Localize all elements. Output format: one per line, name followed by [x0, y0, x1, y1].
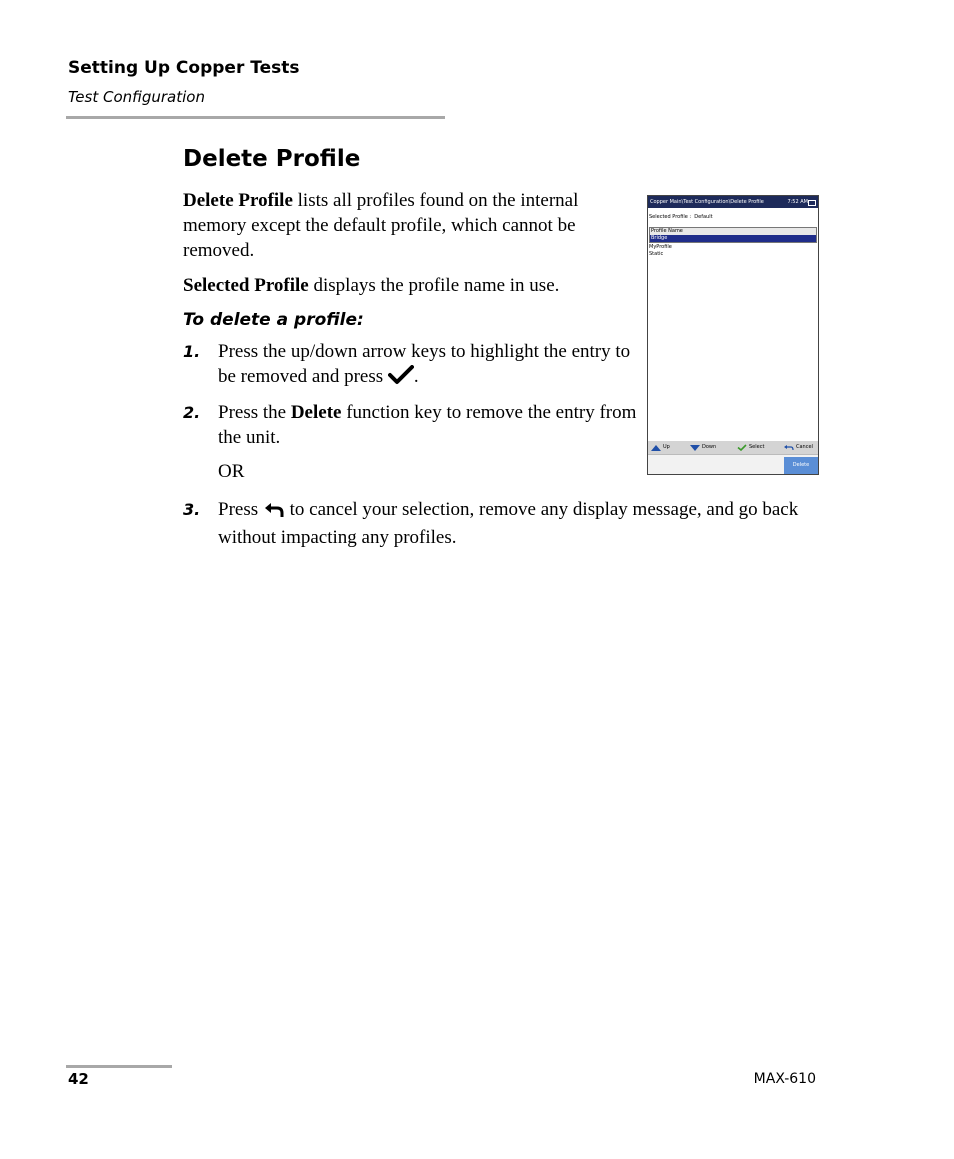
profile-table — [649, 227, 817, 243]
chapter-title: Setting Up Copper Tests — [68, 58, 300, 78]
page-number: 42 — [68, 1070, 89, 1088]
product-name: MAX-610 — [753, 1071, 816, 1087]
fkey-label: Down — [702, 444, 717, 450]
delete-button[interactable]: Delete — [784, 457, 818, 474]
step-text — [218, 400, 648, 450]
step-text-after: . — [413, 366, 419, 387]
profile-list — [649, 244, 672, 258]
profile-row-selected[interactable]: Bridge — [650, 235, 816, 242]
triangle-down-icon — [690, 445, 700, 451]
selected-profile-paragraph — [183, 273, 633, 298]
step-bold: Delete — [290, 402, 342, 423]
fkey-label: Cancel — [796, 444, 813, 450]
section-subtitle: Test Configuration — [68, 88, 205, 106]
triangle-up-icon — [651, 445, 661, 451]
device-selected-profile — [649, 214, 713, 220]
step-text — [218, 339, 638, 392]
device-title: Copper Main\Test Configuration\Delete Profile — [650, 199, 764, 205]
step-text — [218, 497, 823, 550]
step-text-before: Press the up/down arrow keys to highlight the entry to be removed and press — [218, 341, 631, 387]
intro-bold: Delete Profile — [183, 190, 293, 211]
fkey-label: Up — [663, 444, 670, 450]
selected-label: Selected Profile : — [649, 214, 692, 220]
step-number: 2. — [183, 403, 201, 422]
function-keys — [648, 441, 818, 454]
step-number: 1. — [183, 342, 201, 361]
header-divider — [66, 116, 445, 119]
device-titlebar — [648, 196, 818, 208]
step-text-before: Press — [218, 499, 263, 520]
checkmark-icon — [388, 365, 414, 392]
fkey-label: Select — [749, 444, 765, 450]
procedure-title: To delete a profile: — [183, 310, 364, 330]
back-arrow-icon — [784, 444, 794, 451]
fkey-up[interactable] — [651, 441, 670, 454]
or-label: OR — [218, 461, 245, 482]
step-text-before: Press the — [218, 402, 291, 423]
profile-row[interactable]: MyProfile — [649, 244, 672, 250]
device-time: 7:52 AM — [787, 199, 808, 205]
fkey-down[interactable] — [690, 441, 716, 454]
selected-text: displays the profile name in use. — [308, 275, 560, 296]
profile-row[interactable]: Static — [649, 251, 664, 257]
battery-icon — [808, 200, 816, 206]
step-text-after: function key to remove the entry from the unit. — [218, 402, 637, 448]
device-screenshot — [647, 195, 819, 475]
step-text-after: to cancel your selection, remove any display message, and go back without impacting any profiles. — [218, 499, 799, 548]
selected-bold: Selected Profile — [183, 275, 309, 296]
footer-divider — [66, 1065, 172, 1068]
profile-table-header: Profile Name — [650, 228, 816, 235]
intro-paragraph — [183, 188, 633, 263]
fkey-select[interactable] — [737, 441, 764, 454]
fkey-cancel[interactable] — [784, 441, 813, 454]
selected-value: Default — [694, 214, 713, 220]
step-number: 3. — [183, 500, 201, 519]
back-arrow-icon — [263, 500, 285, 525]
page-heading: Delete Profile — [183, 146, 361, 172]
intro-text: lists all profiles found on the internal memory except the default profile, which cannot be removed. — [183, 190, 579, 261]
checkmark-icon — [737, 444, 747, 451]
device-bottom-bar — [648, 454, 818, 475]
